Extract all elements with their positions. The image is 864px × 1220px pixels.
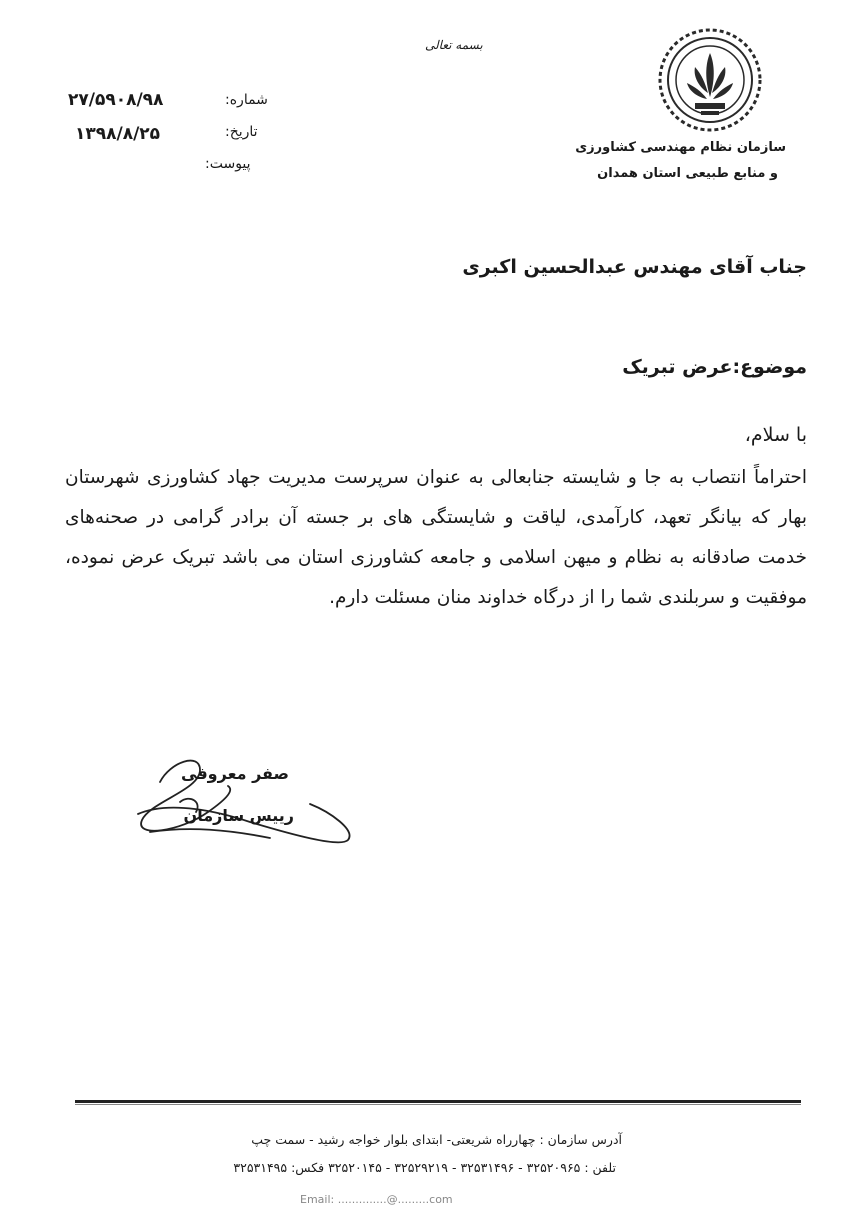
invocation-text: بسمه تعالی: [425, 38, 483, 52]
date-value: ۱۳۹۸/۸/۲۵: [75, 124, 161, 144]
attachment-label: پیوست:: [205, 156, 251, 172]
signer-name: صفر معروفی: [181, 764, 289, 783]
footer-phones: تلفن : ۳۲۵۲۰۹۶۵ - ۳۲۵۳۱۴۹۶ - ۳۲۵۲۹۲۱۹ - ۳۲۵۲۰۱۴۵ فکس: ۳۲۵۳۱۴۹۵: [233, 1160, 616, 1175]
letter-body: احتراماً انتصاب به جا و شایسته جنابعالی به عنوان سرپرست مدیریت جهاد کشاورزی شهرستان بهار که بیانگر تعهد، کارآمدی، لیاقت و شایستگی های بر جسته آن برادر گرامی در صحنه‌های خدمت صادقانه به نظام و میهن اسلامی و جامعه کشاورزی استان می باشد تبریک عرض نموده، موفقیت و سربلندی شما را از درگاه خداوند منان مسئلت دارم.: [65, 467, 807, 608]
org-name-line1: سازمان نظام مهندسی کشاورزی: [575, 140, 786, 155]
footer-divider-thin: [75, 1104, 801, 1105]
recipient-line: جناب آقای مهندس عبدالحسین اکبری: [462, 256, 807, 278]
footer-divider: [75, 1100, 801, 1103]
number-value: ۲۷/۵۹۰۸/۹۸: [68, 90, 164, 110]
number-label: شماره:: [225, 92, 268, 108]
signer-title: رییس سازمان: [183, 806, 294, 825]
footer-email: Email: ..............@.........com: [300, 1193, 453, 1206]
greeting-line: با سلام،: [744, 424, 807, 446]
subject-line: موضوع:عرض تبریک: [622, 356, 807, 378]
organization-logo: [655, 25, 765, 135]
footer-address: آدرس سازمان : چهارراه شریعتی- ابتدای بلوار خواجه رشید - سمت چپ: [251, 1132, 622, 1147]
date-label: تاریخ:: [225, 124, 258, 140]
org-name-line2: و منابع طبیعی استان همدان: [597, 166, 778, 181]
